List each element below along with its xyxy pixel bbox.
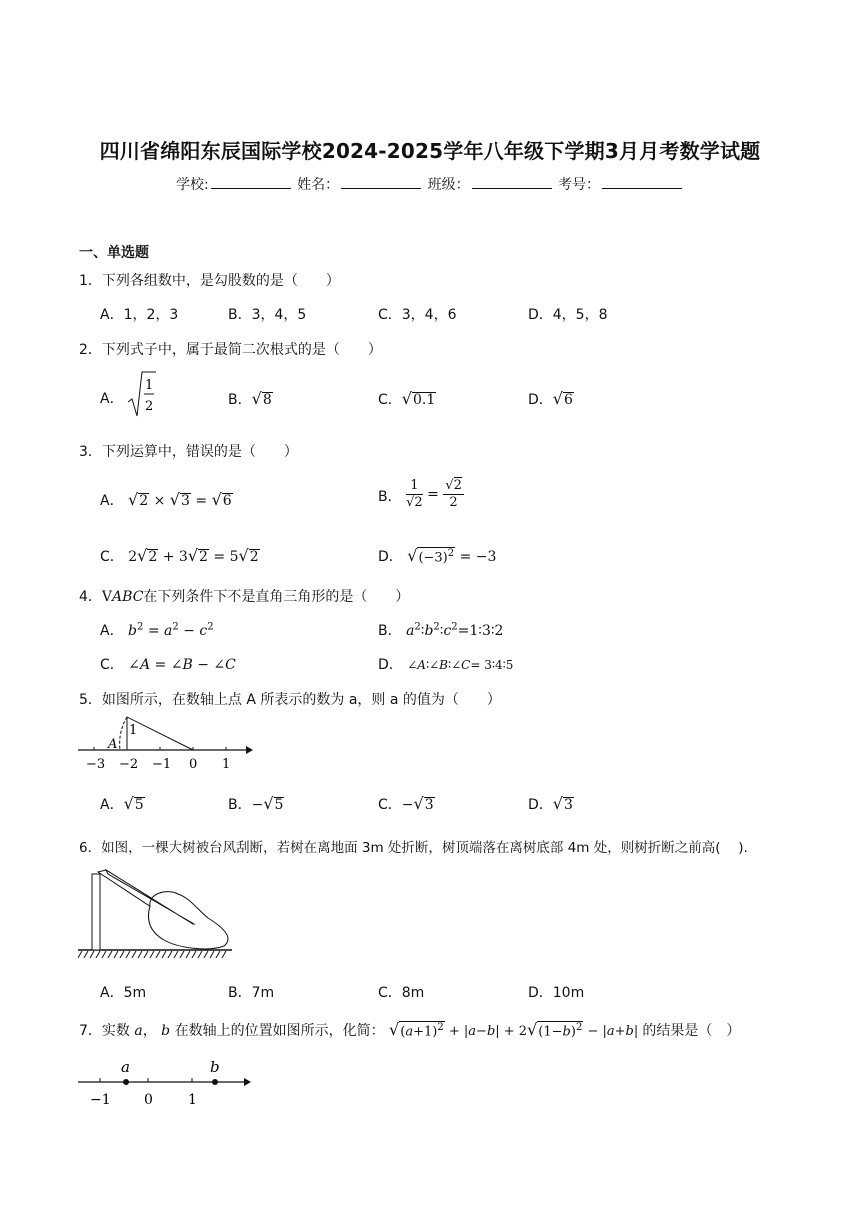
- class-blank[interactable]: [472, 176, 552, 189]
- q1-option-d: D．4，5，8: [528, 307, 608, 323]
- q2-a-sqrt-frac: [127, 370, 157, 418]
- q2-b-label: B．: [228, 392, 252, 408]
- q7-stem-post: 的结果是（ ）: [642, 1023, 741, 1039]
- q5-number-line-figure: [76, 712, 256, 774]
- q7-number-line-figure: [76, 1056, 256, 1112]
- q1-stem: 1．下列各组数中，是勾股数的是（ ）: [79, 273, 340, 289]
- q4-stem: [79, 586, 409, 606]
- q3-option-c: C． 2√2 + 3√2 = 5√2: [100, 546, 259, 565]
- q5-b-label: B．: [228, 797, 252, 813]
- q5-option-c: C．−√3: [378, 794, 434, 813]
- q7-label-b: b: [210, 1058, 220, 1076]
- q4-d-label: D．: [378, 657, 403, 673]
- q6-option-b: B．7m: [228, 985, 275, 1001]
- q2-b-radicand: 8: [262, 392, 272, 408]
- q7-tick-1: 1: [188, 1092, 197, 1108]
- q4-option-c: C． ∠A = ∠B − ∠C: [100, 657, 236, 673]
- q4-a-label: A．: [100, 623, 124, 639]
- q5-a-radicand: 5: [134, 797, 144, 813]
- q5-c-label: C．: [378, 797, 402, 813]
- q7-point-a: [123, 1079, 129, 1085]
- q2-a-den: 2: [145, 399, 154, 414]
- q6-trunk: [92, 874, 100, 950]
- q4-b-ratio: =1∶3∶2: [457, 623, 504, 639]
- q2-option-d: D．√6: [528, 389, 573, 408]
- q3-option-b: B． $\frac{1}{√2}$ = $\frac{√2}{2}$: [378, 478, 462, 510]
- q2-option-c: C．√0.1: [378, 389, 436, 408]
- page-title: 四川省绵阳东辰国际学校2024-2025学年八年级下学期3月月考数学试题: [99, 139, 761, 163]
- q3-a-label: A．: [100, 493, 124, 509]
- q5-axis-arrow: [246, 746, 253, 754]
- q6-option-a: A．5m: [100, 985, 147, 1001]
- q5-tick-neg3: −3: [86, 757, 106, 772]
- q3-option-a: A． √2 × √3 = √6: [100, 490, 232, 509]
- q7-expression: $√(a+1)^2 + |a-b| + 2√(1-b)^2 - |a+b|$: [389, 1020, 643, 1039]
- q4-d-ratio: = 3∶4∶5: [470, 658, 514, 672]
- q5-tick-neg1: −1: [152, 757, 172, 772]
- q5-b-neg: −: [251, 797, 264, 813]
- q3-stem: 3．下列运算中，错误的是（ ）: [79, 444, 298, 460]
- q5-option-a: A．√5: [100, 794, 144, 813]
- class-label: 班级：: [427, 177, 470, 193]
- q5-option-b: B．−√5: [228, 794, 284, 813]
- q1-option-b: B．3，4，5: [228, 307, 307, 323]
- q6-stem: 6．如图，一棵大树被台风刮断，若树在离地面 3m 处折断，树顶端落在离树底部 4m 处，则树折断之前高( ).: [79, 840, 748, 856]
- q4-option-d: D． ∠A∶∠B∶∠C= 3∶4∶5: [378, 657, 514, 673]
- q2-c-label: C．: [378, 392, 402, 408]
- q4-triangle-name: ABC: [112, 589, 144, 605]
- q2-d-label: D．: [528, 392, 553, 408]
- q2-stem: 2．下列式子中，属于最简二次根式的是（ ）: [79, 342, 382, 358]
- q7-point-b: [212, 1079, 218, 1085]
- q3-option-d: D． $√(-3)^2 = -3$: [378, 546, 497, 565]
- q5-d-label: D．: [528, 797, 553, 813]
- exam-no-blank[interactable]: [602, 176, 682, 189]
- q5-c-radicand: 3: [424, 797, 434, 813]
- q5-point-a-label: A: [108, 737, 118, 752]
- q3-b-label: B．: [378, 488, 402, 505]
- q5-tick-neg2: −2: [119, 757, 139, 772]
- school-blank[interactable]: [211, 176, 291, 189]
- q7-label-a: a: [121, 1058, 130, 1076]
- q2-option-b: B．√8: [228, 389, 272, 408]
- q4-number: 4．: [79, 589, 102, 605]
- q7-axis-arrow: [244, 1078, 251, 1086]
- name-label: 姓名：: [297, 177, 340, 193]
- q6-option-c: C．8m: [378, 985, 425, 1001]
- q6-broken-tree-figure: [78, 866, 234, 966]
- q3-d-label: D．: [378, 549, 403, 565]
- exam-no-label: 考号：: [558, 177, 601, 193]
- q1-option-a: A．1，2，3: [100, 307, 179, 323]
- q4-triangle-symbol: V: [101, 589, 113, 605]
- q5-a-label: A．: [100, 797, 124, 813]
- section-title: 一、单选题: [79, 245, 149, 261]
- q5-d-radicand: 3: [563, 797, 573, 813]
- school-label: 学校:: [175, 177, 209, 193]
- q7-stem-mid: 在数轴上的位置如图所示，化简：: [174, 1023, 385, 1039]
- q2-a-label: A．: [100, 391, 124, 407]
- q2-c-radicand: 0.1: [412, 392, 436, 408]
- q5-c-neg: −: [401, 797, 414, 813]
- q7-stem-pre: 7．实数: [79, 1023, 130, 1039]
- q2-a-num: 1: [145, 378, 154, 393]
- q5-option-d: D．√3: [528, 794, 573, 813]
- q6-ground-hatch: [78, 951, 226, 958]
- q1-option-c: C．3，4，6: [378, 307, 457, 323]
- q4-c-label: C．: [100, 657, 124, 673]
- q5-tick-0: 0: [189, 757, 198, 772]
- q3-c-label: C．: [100, 549, 124, 565]
- q6-option-d: D．10m: [528, 985, 585, 1001]
- q7-stem: 7．实数 a， b 在数轴上的位置如图所示，化简： $√(a+1)^2 + |a-b| + 2√(1-b)^2 - |a+b|$ 的结果是（ ）: [79, 1020, 741, 1039]
- q4-option-b: B． $a^2∶b^2∶c^2=1∶3∶2$: [378, 621, 504, 639]
- q5-stem: 5．如图所示，在数轴上点 A 所表示的数为 a，则 a 的值为（ ）: [79, 692, 501, 708]
- q5-arc: [120, 717, 127, 750]
- q5-tick-1: 1: [222, 757, 231, 772]
- q5-height-label: 1: [129, 723, 138, 738]
- name-blank[interactable]: [341, 176, 421, 189]
- q2-d-radicand: 6: [563, 392, 573, 408]
- q2-option-a: [100, 370, 154, 414]
- student-info-line: [0, 174, 860, 194]
- q4-stem-text: 在下列条件下不是直角三角形的是（ ）: [143, 589, 410, 605]
- q7-tick-0: 0: [144, 1092, 153, 1108]
- q7-tick-neg1: −1: [90, 1092, 111, 1108]
- q5-b-radicand: 5: [274, 797, 284, 813]
- q4-option-a: A． $b^2 = a^2 - c^2$: [100, 621, 214, 639]
- q4-b-label: B．: [378, 623, 402, 639]
